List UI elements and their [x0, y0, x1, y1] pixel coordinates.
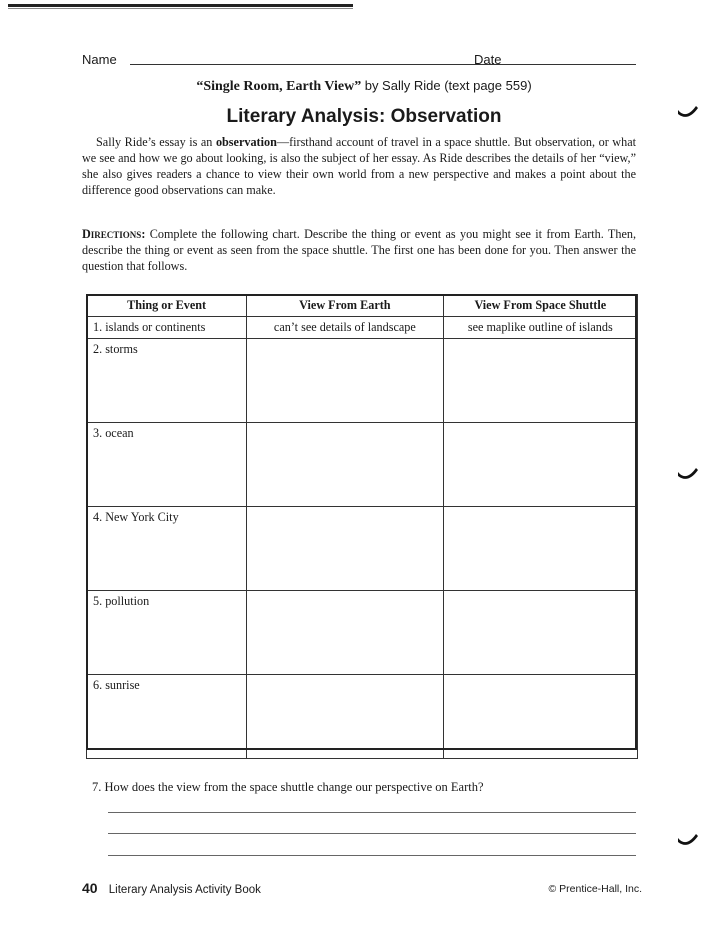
answer-cell-shuttle[interactable]: [443, 591, 637, 675]
answer-line-3[interactable]: [108, 855, 636, 856]
page-number: 40: [82, 880, 98, 896]
intro-paragraph: [82, 134, 636, 198]
table-row: [87, 507, 638, 591]
question-7: 7. How does the view from the space shuttle change our perspective on Earth?: [92, 780, 484, 794]
answer-cell-earth[interactable]: [247, 423, 443, 507]
answer-cell-shuttle[interactable]: [443, 423, 637, 507]
hole-punch-mark-icon: [676, 104, 700, 120]
observation-chart: [86, 294, 638, 759]
directions-label: Directions:: [82, 227, 146, 241]
top-rule: [8, 4, 353, 7]
name-date-header: [82, 52, 642, 72]
table-row: [87, 675, 638, 759]
date-label: Date: [474, 52, 502, 67]
answer-cell-earth[interactable]: [247, 675, 443, 759]
answer-cell-earth[interactable]: [247, 339, 443, 423]
header-view-from-earth: View From Earth: [247, 295, 443, 317]
selection-author-page: by Sally Ride (text page 559): [364, 78, 532, 93]
chart-header-row: [87, 295, 638, 317]
answer-cell-shuttle[interactable]: [443, 675, 637, 759]
answer-cell-earth[interactable]: [247, 507, 443, 591]
book-title: Literary Analysis Activity Book: [108, 884, 261, 896]
row-thing-sunrise: 6. sunrise: [87, 675, 247, 759]
answer-line-2[interactable]: [108, 833, 636, 834]
example-earth-view: can’t see details of landscape: [247, 317, 443, 339]
directions-text: Complete the following chart. Describe the thing or event as you might see it from Earth. Then, describe the thing or event as seen from the space shuttle. The first one has been done for you. Then answer the question that follows.: [82, 227, 637, 273]
row-thing-storms: 2. storms: [87, 339, 247, 423]
page-title: Literary Analysis: Observation: [226, 106, 502, 127]
table-row: [87, 591, 638, 675]
intro-text-after: —firsthand account of travel in a space shuttle. But observation, or what we see and how we go about looking, is also the subject of her essay. As Ride describes the details of her “view,” she also gives readers a chance to view their own world from a new perspective and makes a point about the difference good observations can make.: [82, 135, 636, 197]
table-row: [87, 423, 638, 507]
answer-line-1[interactable]: [108, 812, 636, 813]
row-thing-pollution: 5. pollution: [87, 591, 247, 675]
intro-text-before: Sally Ride’s essay is an: [96, 135, 216, 149]
copyright-notice: © Prentice-Hall, Inc.: [548, 883, 642, 895]
intro-keyword: observation: [215, 135, 277, 149]
table-row: [87, 339, 638, 423]
top-rule-thin: [8, 8, 353, 9]
answer-cell-earth[interactable]: [247, 591, 443, 675]
answer-cell-shuttle[interactable]: [443, 507, 637, 591]
table-row-example: [87, 317, 638, 339]
row-thing-ocean: 3. ocean: [87, 423, 247, 507]
page-footer: [82, 880, 642, 900]
name-label: Name: [82, 52, 117, 67]
answer-cell-shuttle[interactable]: [443, 339, 637, 423]
selection-title: “Single Room, Earth View”: [196, 79, 362, 94]
hole-punch-mark-icon: [676, 832, 700, 848]
date-blank-line[interactable]: [520, 64, 636, 65]
header-thing-or-event: Thing or Event: [87, 295, 247, 317]
example-thing: 1. islands or continents: [87, 317, 247, 339]
hole-punch-mark-icon: [676, 466, 700, 482]
selection-subtitle: [0, 78, 728, 95]
example-shuttle-view: see maplike outline of islands: [443, 317, 637, 339]
header-view-from-shuttle: View From Space Shuttle: [443, 295, 637, 317]
directions-paragraph: [82, 226, 636, 274]
row-thing-new-york-city: 4. New York City: [87, 507, 247, 591]
